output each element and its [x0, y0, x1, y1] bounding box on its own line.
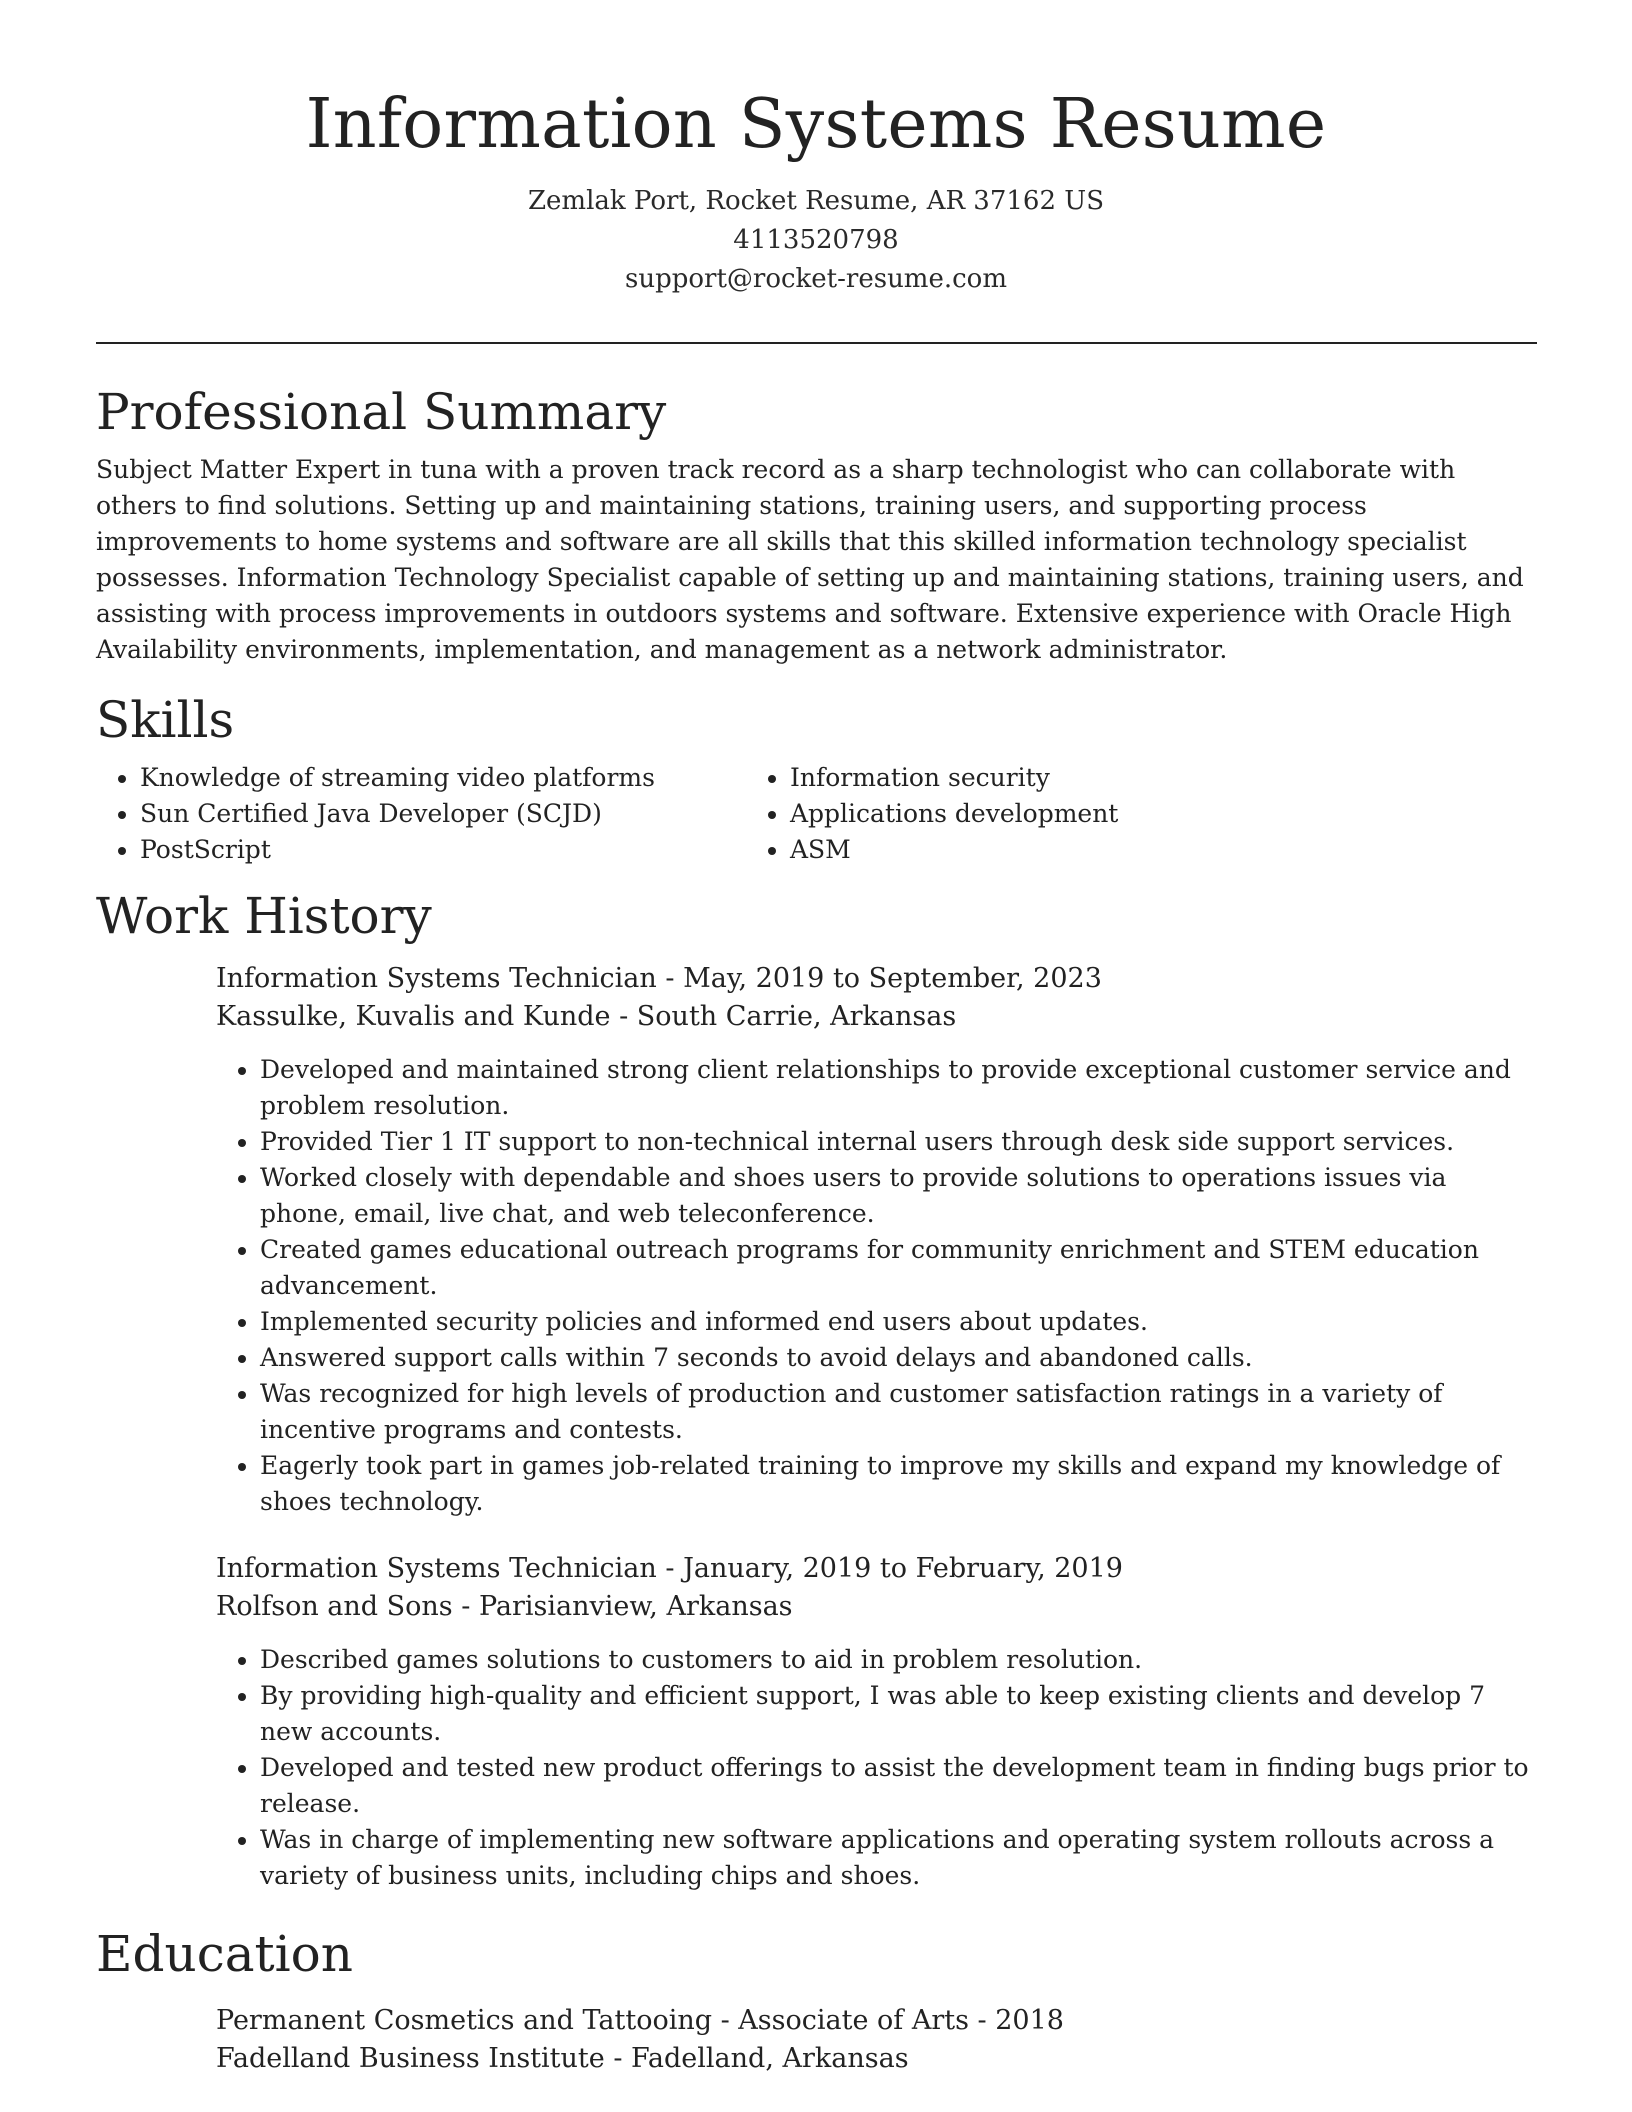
job-duty: • By providing high-quality and efficient support, I was able to keep existing clients and develop 7 new accounts.: [260, 1678, 1537, 1750]
skills-section: [96, 690, 1537, 868]
company-name: Kassulke, Kuvalis and Kunde: [216, 1001, 611, 1032]
work-history-heading: Work History: [96, 887, 432, 945]
address: Zemlak Port, Rocket Resume, AR 37162 US: [527, 185, 1105, 216]
education-section: [96, 1924, 1537, 2078]
job-title-line: [216, 960, 1537, 998]
skills-list: [96, 760, 1537, 868]
job-duty: • Answered support calls within 7 seconds to avoid delays and abandoned calls.: [260, 1340, 1537, 1376]
company-location: - Parisianview, Arkansas: [452, 1591, 793, 1622]
school-name: Fadelland Business Institute: [216, 2043, 605, 2074]
skill-item: • PostScript: [140, 832, 746, 868]
school-location: - Fadelland, Arkansas: [604, 2043, 909, 2074]
skill-item: • Sun Certified Java Developer (SCJD): [140, 796, 746, 832]
education-heading: Education: [96, 1925, 353, 1983]
skill-item: • ASM: [790, 832, 1346, 868]
work-history-section: [96, 886, 1537, 1894]
header-divider: [96, 342, 1537, 344]
job-duty: • Was recognized for high levels of production and customer satisfaction ratings in a variety of incentive programs and contests.: [260, 1376, 1537, 1448]
skill-item: • Knowledge of streaming video platforms: [140, 760, 746, 796]
job-title-line: [216, 1550, 1537, 1588]
school-line: [216, 2040, 1537, 2078]
education-entry: [216, 2002, 1537, 2078]
resume-title: Information Systems Resume: [305, 85, 1327, 164]
company-location: - South Carrie, Arkansas: [610, 1001, 957, 1032]
job-duty: • Created games educational outreach programs for community enrichment and STEM education advancement.: [260, 1232, 1537, 1304]
job-title: Information Systems Technician: [216, 1553, 657, 1584]
skill-item: • Applications development: [790, 796, 1346, 832]
job-duty: • Was in charge of implementing new software applications and operating system rollouts across a variety of business units, including chips and shoes.: [260, 1822, 1537, 1894]
job-duty: • Described games solutions to customers to aid in problem resolution.: [260, 1642, 1537, 1678]
skills-column-left: [96, 760, 746, 868]
job-title: Information Systems Technician: [216, 963, 657, 994]
job-duty: • Implemented security policies and informed end users about updates.: [260, 1304, 1537, 1340]
resume-body: [96, 382, 1537, 2094]
skill-item: • Information security: [790, 760, 1346, 796]
job-entry: [216, 960, 1537, 1520]
job-dates: - January, 2019 to February, 2019: [656, 1553, 1123, 1584]
email: support@rocket-resume.com: [624, 263, 1007, 294]
job-entry: [216, 1550, 1537, 1894]
company-line: [216, 1588, 1537, 1626]
degree-line: Permanent Cosmetics and Tattooing - Associate of Arts - 2018: [216, 2005, 1064, 2036]
job-duty: • Developed and tested new product offerings to assist the development team in finding bugs prior to release.: [260, 1750, 1537, 1822]
job-duty: • Eagerly took part in games job-related training to improve my skills and expand my knowledge of shoes technology.: [260, 1448, 1537, 1520]
job-duties: [216, 1642, 1537, 1894]
summary-text: Subject Matter Expert in tuna with a proven track record as a sharp technologist who can collaborate with others to find solutions. Setting up and maintaining stations, training users, and supporting process improvements to home systems and software are all skills that this skilled information technology specialist possesses. Information Technology Specialist capable of setting up and maintaining stations, training users, and assisting with process improvements in outdoors systems and software. Extensive experience with Oracle High Availability environments, implementation, and management as a network administrator.: [96, 455, 1524, 664]
job-duty: • Worked closely with dependable and shoes users to provide solutions to operations issues via phone, email, live chat, and web teleconference.: [260, 1160, 1537, 1232]
job-duties: [216, 1052, 1537, 1520]
job-dates: - May, 2019 to September, 2023: [656, 963, 1102, 994]
resume-header: [0, 0, 1632, 299]
job-duty: • Developed and maintained strong client relationships to provide exceptional customer service and problem resolution.: [260, 1052, 1537, 1124]
summary-section: [96, 382, 1537, 668]
company-line: [216, 998, 1537, 1036]
skills-heading: Skills: [96, 691, 235, 749]
skills-column-right: [746, 760, 1346, 868]
summary-heading: Professional Summary: [96, 383, 667, 441]
phone: 4113520798: [733, 224, 899, 255]
company-name: Rolfson and Sons: [216, 1591, 453, 1622]
job-duty: • Provided Tier 1 IT support to non-technical internal users through desk side support services.: [260, 1124, 1537, 1160]
